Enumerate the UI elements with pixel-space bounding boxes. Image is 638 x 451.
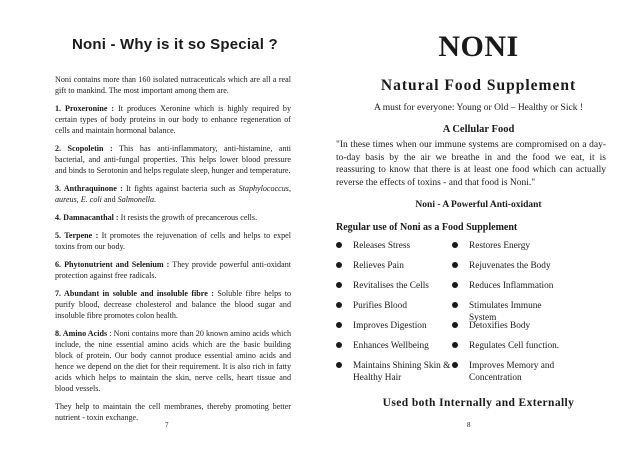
item-heading: 3. Anthraquinone :	[55, 184, 123, 193]
item-fibre	[55, 288, 291, 321]
benefit-text: Regulates Cell function.	[469, 341, 560, 351]
benefit-text: Relieves Pain	[353, 261, 404, 271]
benefit-text: Maintains Shining Skin & Healthy Hair	[353, 361, 451, 383]
benefit-text: Purifies Blood	[353, 301, 407, 311]
item-text: It produces Xeronine which is highly required by certain types of body proteins in our body to enhance regeneration of cells and maintain hormonal balance.	[55, 104, 291, 135]
item-heading: 4. Damnacanthal :	[55, 213, 119, 222]
benefit-row	[336, 240, 616, 260]
benefit-text: Improves Memory and Concentration	[469, 361, 555, 383]
benefit-text: Restores Energy	[469, 241, 531, 251]
item-heading: 8. Amino Acids	[55, 329, 108, 338]
subtitle: Natural Food Supplement	[380, 77, 577, 94]
benefit-row	[336, 300, 616, 323]
closing-paragraph: They help to maintain the cell membranes, thereby promoting better nutrient - toxin exchange.	[55, 402, 291, 422]
item-text: This has anti-inflammatory, anti-histamine, anti bacterial, and anti-fungal properties. This helps lower blood pressure and binds to Serotonin and helps regulate sleep, hunger and temperature.	[55, 144, 291, 175]
antioxidant-heading: Noni - A Powerful Anti-oxidant	[415, 200, 542, 210]
bullet-icon	[452, 242, 458, 248]
cellular-food-heading: A Cellular Food	[442, 124, 515, 135]
benefit-text: Improves Digestion	[353, 321, 427, 331]
bullet-icon	[336, 262, 342, 268]
bullet-icon	[336, 362, 342, 368]
item-anthraquinone	[55, 183, 291, 205]
bullet-icon	[336, 342, 342, 348]
benefit-text: Enhances Wellbeing	[353, 341, 429, 351]
benefit-text: Rejuvenates the Body	[469, 261, 551, 271]
item-italic: Staphylococcus, aureus, E. coli	[55, 184, 291, 204]
item-text: Soluble fibre helps to purify blood, decrease cholesterol and balance the blood sugar and insoluble fibre promotes colon health.	[55, 289, 291, 320]
bullet-icon	[452, 342, 458, 348]
bullet-icon	[452, 362, 458, 368]
benefit-row	[336, 280, 616, 300]
item-text: They provide powerful anti-oxidant protection against free radicals.	[55, 260, 291, 280]
item-heading: 2. Scopoletin :	[55, 144, 113, 153]
noni-quote: "In these times when our immune systems are compromised on a day-to-day basis by the air we breathe in and the food we eat, it is reassuring to know that there is at least one food which can actually reverse the effects of toxins - and that food is Noni."	[336, 140, 606, 188]
usage-footer: Used both Internally and Externally	[382, 397, 575, 409]
item-text: It resists the growth of precancerous cells.	[118, 213, 258, 222]
intro-paragraph: Noni contains more than 160 isolated nutraceuticals which are all a real gift to mankind. The most important among them are.	[55, 75, 291, 95]
item-heading: 1. Proxeronine :	[55, 104, 115, 113]
item-phytonutrient	[55, 259, 291, 281]
item-text: It promotes the rejuvenation of cells and helps to expel toxins from our body.	[55, 231, 291, 251]
bullet-icon	[452, 282, 458, 288]
page-number: 8	[467, 421, 471, 429]
left-page-title: Noni - Why is it so Special ?	[72, 36, 278, 53]
benefit-row	[336, 320, 616, 340]
item-proxeronine	[55, 103, 291, 136]
bullet-icon	[336, 302, 342, 308]
bullet-icon	[452, 302, 458, 308]
left-page-body	[55, 74, 291, 430]
item-heading: 6. Phytonutrient and Selenium :	[55, 260, 170, 269]
bullet-icon	[336, 242, 342, 248]
benefit-row	[336, 260, 616, 280]
item-scopoletin	[55, 143, 291, 176]
bullet-icon	[336, 282, 342, 288]
benefit-row	[336, 340, 616, 360]
item-damnacanthal	[55, 212, 291, 223]
item-text: It fights against bacteria such as	[122, 184, 239, 193]
item-heading: 7. Abundant in soluble and insoluble fibre :	[55, 289, 214, 298]
benefit-text: Detoxifies Body	[469, 321, 531, 331]
bullet-icon	[452, 322, 458, 328]
regular-use-heading: Regular use of Noni as a Food Supplement	[336, 222, 518, 233]
item-text: : Noni contains more than 20 known amino acids which include, the nine essential amino acids which are the basic building block of protein. Our body cannot produce essential amino acids and hence we depend on the diet for their requirement. It is also rich in fatty acids which helps to maintain the skin, nerve cells, heart tissue and blood vessels.	[55, 329, 291, 393]
item-terpene	[55, 230, 291, 252]
item-mid: and	[101, 195, 118, 204]
bullet-icon	[452, 262, 458, 268]
benefit-text: Reduces Inflammation	[469, 281, 554, 291]
benefit-text: Stimulates Immune System	[469, 301, 542, 323]
bullet-icon	[336, 322, 342, 328]
right-page	[319, 0, 638, 451]
noni-heading: NONI	[438, 30, 519, 63]
page-number: 7	[165, 421, 169, 429]
item-heading: 5. Terpene :	[55, 231, 99, 240]
item-italic-2: Salmonella.	[117, 195, 157, 204]
benefit-text: Revitalises the Cells	[353, 281, 429, 291]
must-have-line: A must for everyone: Young or Old – Healthy or Sick !	[374, 103, 583, 113]
item-amino-acids	[55, 328, 291, 394]
benefit-text: Releases Stress	[353, 241, 411, 251]
benefit-row	[336, 360, 616, 383]
